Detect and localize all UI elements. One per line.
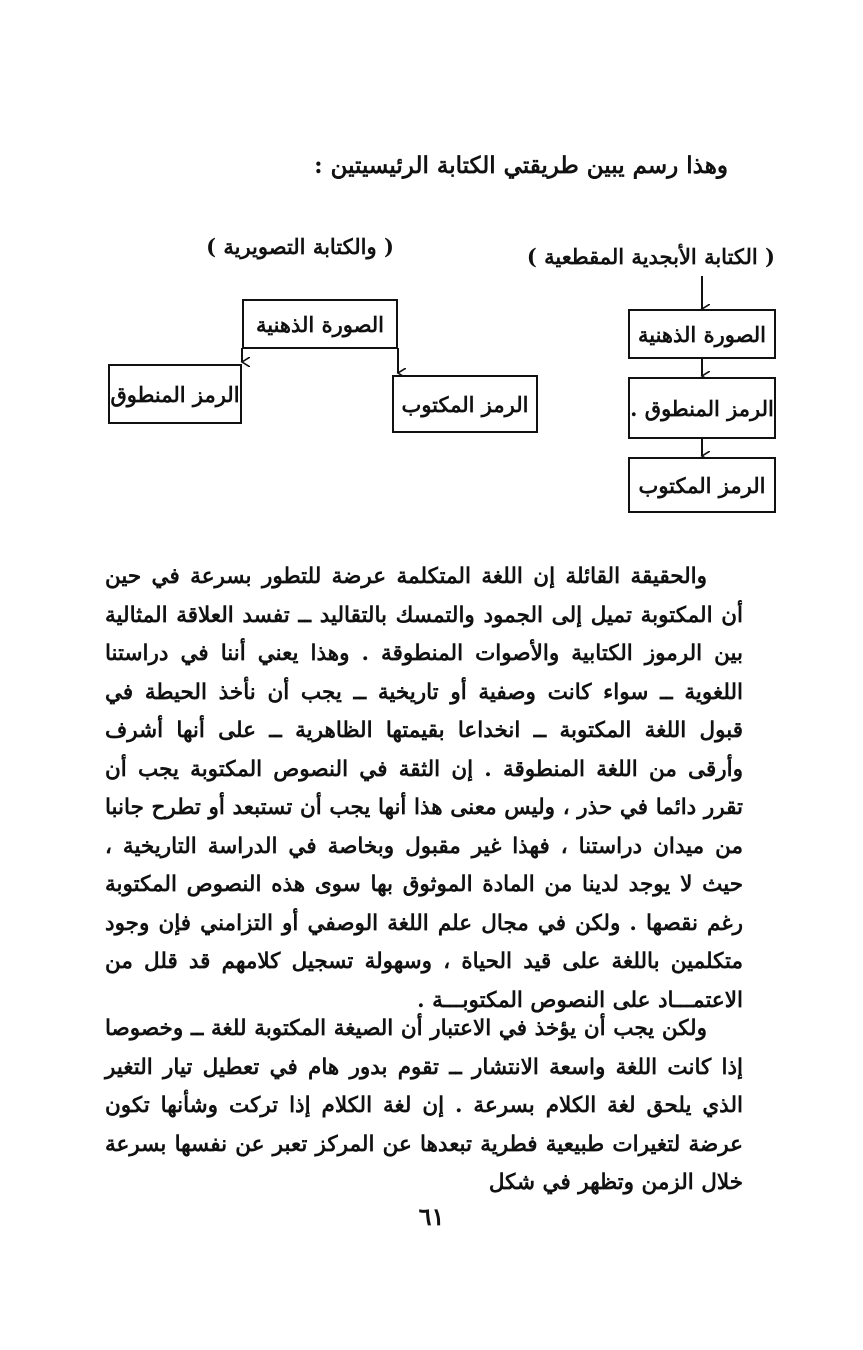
box-written-symbol-alphabetic: الرمز المكتوب — [628, 457, 776, 513]
paragraph-text: والحقيقة القائلة إن اللغة المتكلمة عرضة للتطور بسرعة في حين أن المكتوبة تميل إلى الجمود والتمسك بالتقاليد ــ تفسد العلاقة المثالية بين الرموز الكتابية والأصوات المنطوقة . وهذا يعني أننا في دراستنا اللغوية ــ سواء كانت وصفية أو تاريخية ــ يجب أن نأخذ الحيطة في قبول اللغة المكتوبة ــ انخداعا بقيمتها الظاهرية ــ على أنها أشرف وأرقى من اللغة المنطوقة . إن الثقة في النصوص المكتوبة يجب أن تقرر دائما في حذر ، وليس معنى هذا أنها يجب أن تستبعد أو تطرح جانبا من ميدان دراستنا ، فهذا غير مقبول وبخاصة في الدراسة التاريخية ، حيث لا يوجد لدينا من المادة الموثوق بها سوى هذه النصوص المكتوبة رغم نقصها . ولكن في مجال علم اللغة الوصفي أو التزامني فإن وجود متكلمين باللغة على قيد الحياة ، وسهولة تسجيل كلامهم قد قلل من الاعتمـــاد على النصوص المكتوبـــة . — [105, 564, 743, 1013]
box-mental-image-alphabetic: الصورة الذهنية — [628, 309, 776, 359]
box-spoken-symbol-alphabetic: الرمز المنطوق . — [628, 377, 776, 439]
alphabetic-writing-title: ( الكتابة الأبجدية المقطعية ) — [526, 244, 775, 269]
box-mental-image-pictographic: الصورة الذهنية — [242, 299, 398, 349]
diagram-intro: وهذا رسم يبين طريقتي الكتابة الرئيسيتين : — [314, 152, 728, 179]
body-paragraph-1 — [105, 558, 743, 1020]
box-written-symbol-pictographic: الرمز المكتوب — [392, 375, 538, 433]
body-paragraph-2 — [105, 1010, 743, 1203]
paragraph-text: ولكن يجب أن يؤخذ في الاعتبار أن الصيغة المكتوبة للغة ــ وخصوصا إذا كانت اللغة واسعة الانتشار ــ تقوم بدور هام في تعطيل تيار التغير الذي يلحق لغة الكلام بسرعة . إن لغة الكلام إذا تركت وشأنها تكون عرضة لتغيرات طبيعية فطرية تبعدها عن المركز تعبر عن نفسها بسرعة خلال الزمن وتظهر في شكل — [105, 1016, 743, 1195]
pictographic-writing-title: ( والكتابة التصويرية ) — [206, 234, 394, 259]
page-number: ٦١ — [418, 1202, 445, 1231]
box-spoken-symbol-pictographic: الرمز المنطوق — [108, 364, 242, 424]
